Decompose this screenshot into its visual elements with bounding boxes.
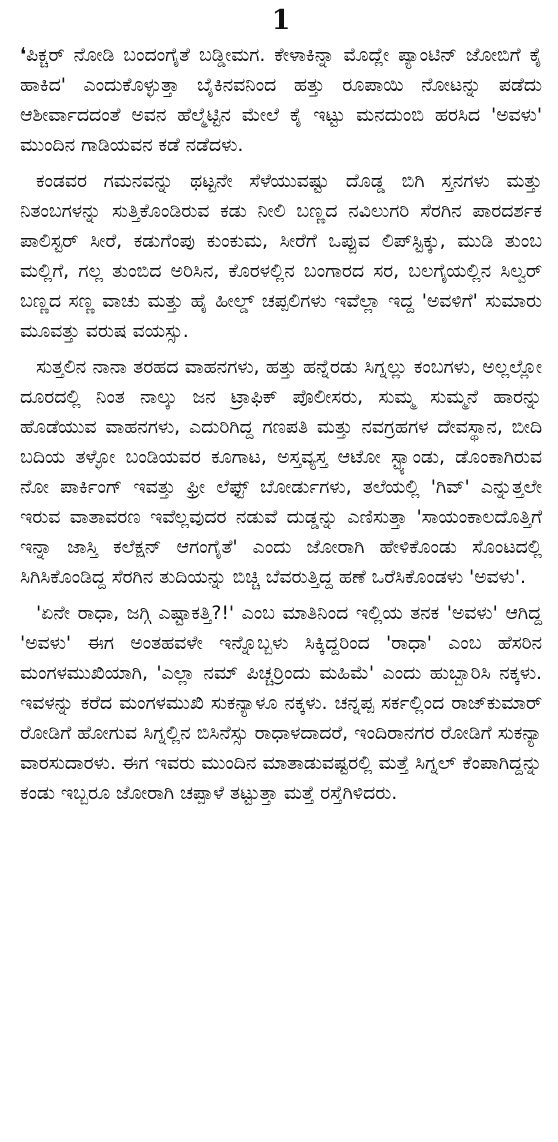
paragraph-1: ❛ಪಿಕ್ಚರ್ ನೋಡಿ ಬಂದಂಗೈತೆ ಬಡ್ಡೀಮಗ. ಕೇಳಾಕಿನ್ನಾ ಮೊದ್ಲೇ ಪ್ಯಾಂಟಿನ್ ಜೋಬಿಗೆ ಕೈ ಹಾಕಿದ' ಎಂದುಕೊಳ್ಳುತ್ತಾ ಬೈಕಿನವನಿಂದ ಹತ್ತು ರೂಪಾಯಿ ನೋಟನ್ನು ಪಡೆದು ಆಶೀರ್ವಾದದಂತೆ ಅವನ ಹೆಲ್ಮೆಟ್ಟಿನ ಮೇಲೆ ಕೈ ಇಟ್ಟು ಮನದುಂಬಿ ಹರಸಿದ 'ಅವಳು' ಮುಂದಿನ ಗಾಡಿಯವನ ಕಡೆ ನಡೆದಳು. [20,44,542,156]
paragraph-2: ಕಂಡವರ ಗಮನವನ್ನು ಥಟ್ಟನೇ ಸೆಳೆಯುವಷ್ಟು ದೊಡ್ಡ ಬಿಗಿ ಸ್ತನಗಳು ಮತ್ತು ನಿತಂಬಗಳನ್ನು ಸುತ್ತಿಕೊಂಡಿರುವ ಕಡು ನೀಲಿ ಬಣ್ಣದ ನವಿಲುಗರಿ ಸೆರಗಿನ ಪಾರದರ್ಶಕ ಪಾಲಿಸ್ಟರ್ ಸೀರೆ, ಕಡುಗೆಂಪು ಕುಂಕುಮ, ಸೀರೆಗೆ ಒಪ್ಪುವ ಲಿಪ್‌ಸ್ಟಿಕ್ಕು, ಮುಡಿ ತುಂಬ ಮಲ್ಲಿಗೆ, ಗಲ್ಲ ತುಂಬಿದ ಅರಿಸಿನ, ಕೊರಳಲ್ಲಿನ ಬಂಗಾರದ ಸರ, ಬಲಗೈಯಲ್ಲಿನ ಸಿಲ್ವರ್ ಬಣ್ಣದ ಸಣ್ಣ ವಾಚು ಮತ್ತು ಹೈ ಹೀಲ್ಡ್ ಚಪ್ಪಲಿಗಳು ಇವೆಲ್ಲಾ ಇದ್ದ 'ಅವಳಿಗೆ' ಸುಮಾರು ಮೂವತ್ತು ವರುಷ ವಯಸ್ಸು. [20,170,542,342]
paragraph-3: ಸುತ್ತಲಿನ ನಾನಾ ತರಹದ ವಾಹನಗಳು, ಹತ್ತು ಹನ್ನೆರಡು ಸಿಗ್ನಲ್ಲು ಕಂಬಗಳು, ಅಲ್ಲಲ್ಲೋ ದೂರದಲ್ಲಿ ನಿಂತ ನಾಲ್ಕು ಜನ ಟ್ರಾಫಿಕ್ ಪೊಲೀಸರು, ಸುಮ್ಮ ಸುಮ್ಮನೆ ಹಾರನ್ನು ಹೊಡೆಯುವ ವಾಹನಗಳು, ಎದುರಿಗಿದ್ದ ಗಣಪತಿ ಮತ್ತು ನವಗ್ರಹಗಳ ದೇವಸ್ಥಾನ, ಬೀದಿ ಬದಿಯ ತಳ್ಳೋ ಬಂಡಿಯವರ ಕೂಗಾಟ, ಅಸ್ತವ್ಯಸ್ತ ಆಟೋ ಸ್ಟ್ಯಾಂಡು, ಡೊಂಕಾಗಿರುವ ನೋ ಪಾರ್ಕಿಂಗ್ ಇವತ್ತು ಫ್ರೀ ಲೆಫ್ಟ್ ಬೋರ್ಡುಗಳು, ತಲೆಯಲ್ಲಿ 'ಗಿವ್' ಎನ್ನುತ್ತಲೇ ಇರುವ ವಾತಾವರಣ ಇವೆಲ್ಲವುದರ ನಡುವೆ ದುಡ್ಡನ್ನು ಎಣಿಸುತ್ತಾ 'ಸಾಯಂಕಾಲದೊತ್ತಿಗೆ ಇನ್ನಾ ಜಾಸ್ತಿ ಕಲೆಕ್ಷನ್ ಆಗಂಗೈತೆ' ಎಂದು ಜೋರಾಗಿ ಹೇಳಿಕೊಂಡು ಸೊಂಟದಲ್ಲಿ ಸಿಗಿಸಿಕೊಂಡಿದ್ದ ಸೆರಗಿನ ತುದಿಯನ್ನು ಬಿಚ್ಚಿ ಬೆವರುತ್ತಿದ್ದ ಹಣೆ ಒರೆಸಿಕೊಂಡಳು 'ಅವಳು'. [20,356,542,588]
paragraph-4: 'ಏನೇ ರಾಧಾ, ಜಗ್ಗಿ ಎಷ್ಟಾಕತ್ತಿ?!' ಎಂಬ ಮಾತಿನಿಂದ ಇಲ್ಲಿಯ ತನಕ 'ಅವಳು' ಆಗಿದ್ದ 'ಅವಳು' ಈಗ ಅಂತಹವಳೇ ಇನ್ನೊಬ್ಬಳು ಸಿಕ್ಕಿದ್ದರಿಂದ 'ರಾಧಾ' ಎಂಬ ಹೆಸರಿನ ಮಂಗಳಮುಖಿಯಾಗಿ, 'ಎಲ್ಲಾ ನಮ್ ಪಿಚ್ಚರ್‍ರಿಂದು ಮಹಿಮೆ' ಎಂದು ಹುಬ್ಬಾರಿಸಿ ನಕ್ಕಳು. ಇವಳನ್ನು ಕರೆದ ಮಂಗಳಮುಖಿ ಸುಕನ್ಯಾಳೂ ನಕ್ಕಳು. ಚನ್ನಪ್ಪ ಸರ್ಕಲ್ಲಿಂದ ರಾಜ್‌ಕುಮಾರ್ ರೋಡಿಗೆ ಹೋಗುವ ಸಿಗ್ನಲ್ಲಿನ ಬಿಸಿನೆಸ್ಸು ರಾಧಾಳದಾದರೆ, ಇಂದಿರಾನಗರ ರೋಡಿಗೆ ಸುಕನ್ಯಾ ವಾರಸುದಾರಳು. ಈಗ ಇವರು ಮುಂದಿನ ಮಾತಾಡುವಷ್ಟರಲ್ಲಿ ಮತ್ತೆ ಸಿಗ್ನಲ್ ಕೆಂಪಾಗಿದ್ದನ್ನು ಕಂಡು ಇಬ್ಬರೂ ಜೋರಾಗಿ ಚಪ್ಪಾಳೆ ತಟ್ಟುತ್ತಾ ಮತ್ತೆ ರಸ್ತೆಗಿಳಿದರು. [20,602,542,804]
page-number: 1 [271,5,291,36]
